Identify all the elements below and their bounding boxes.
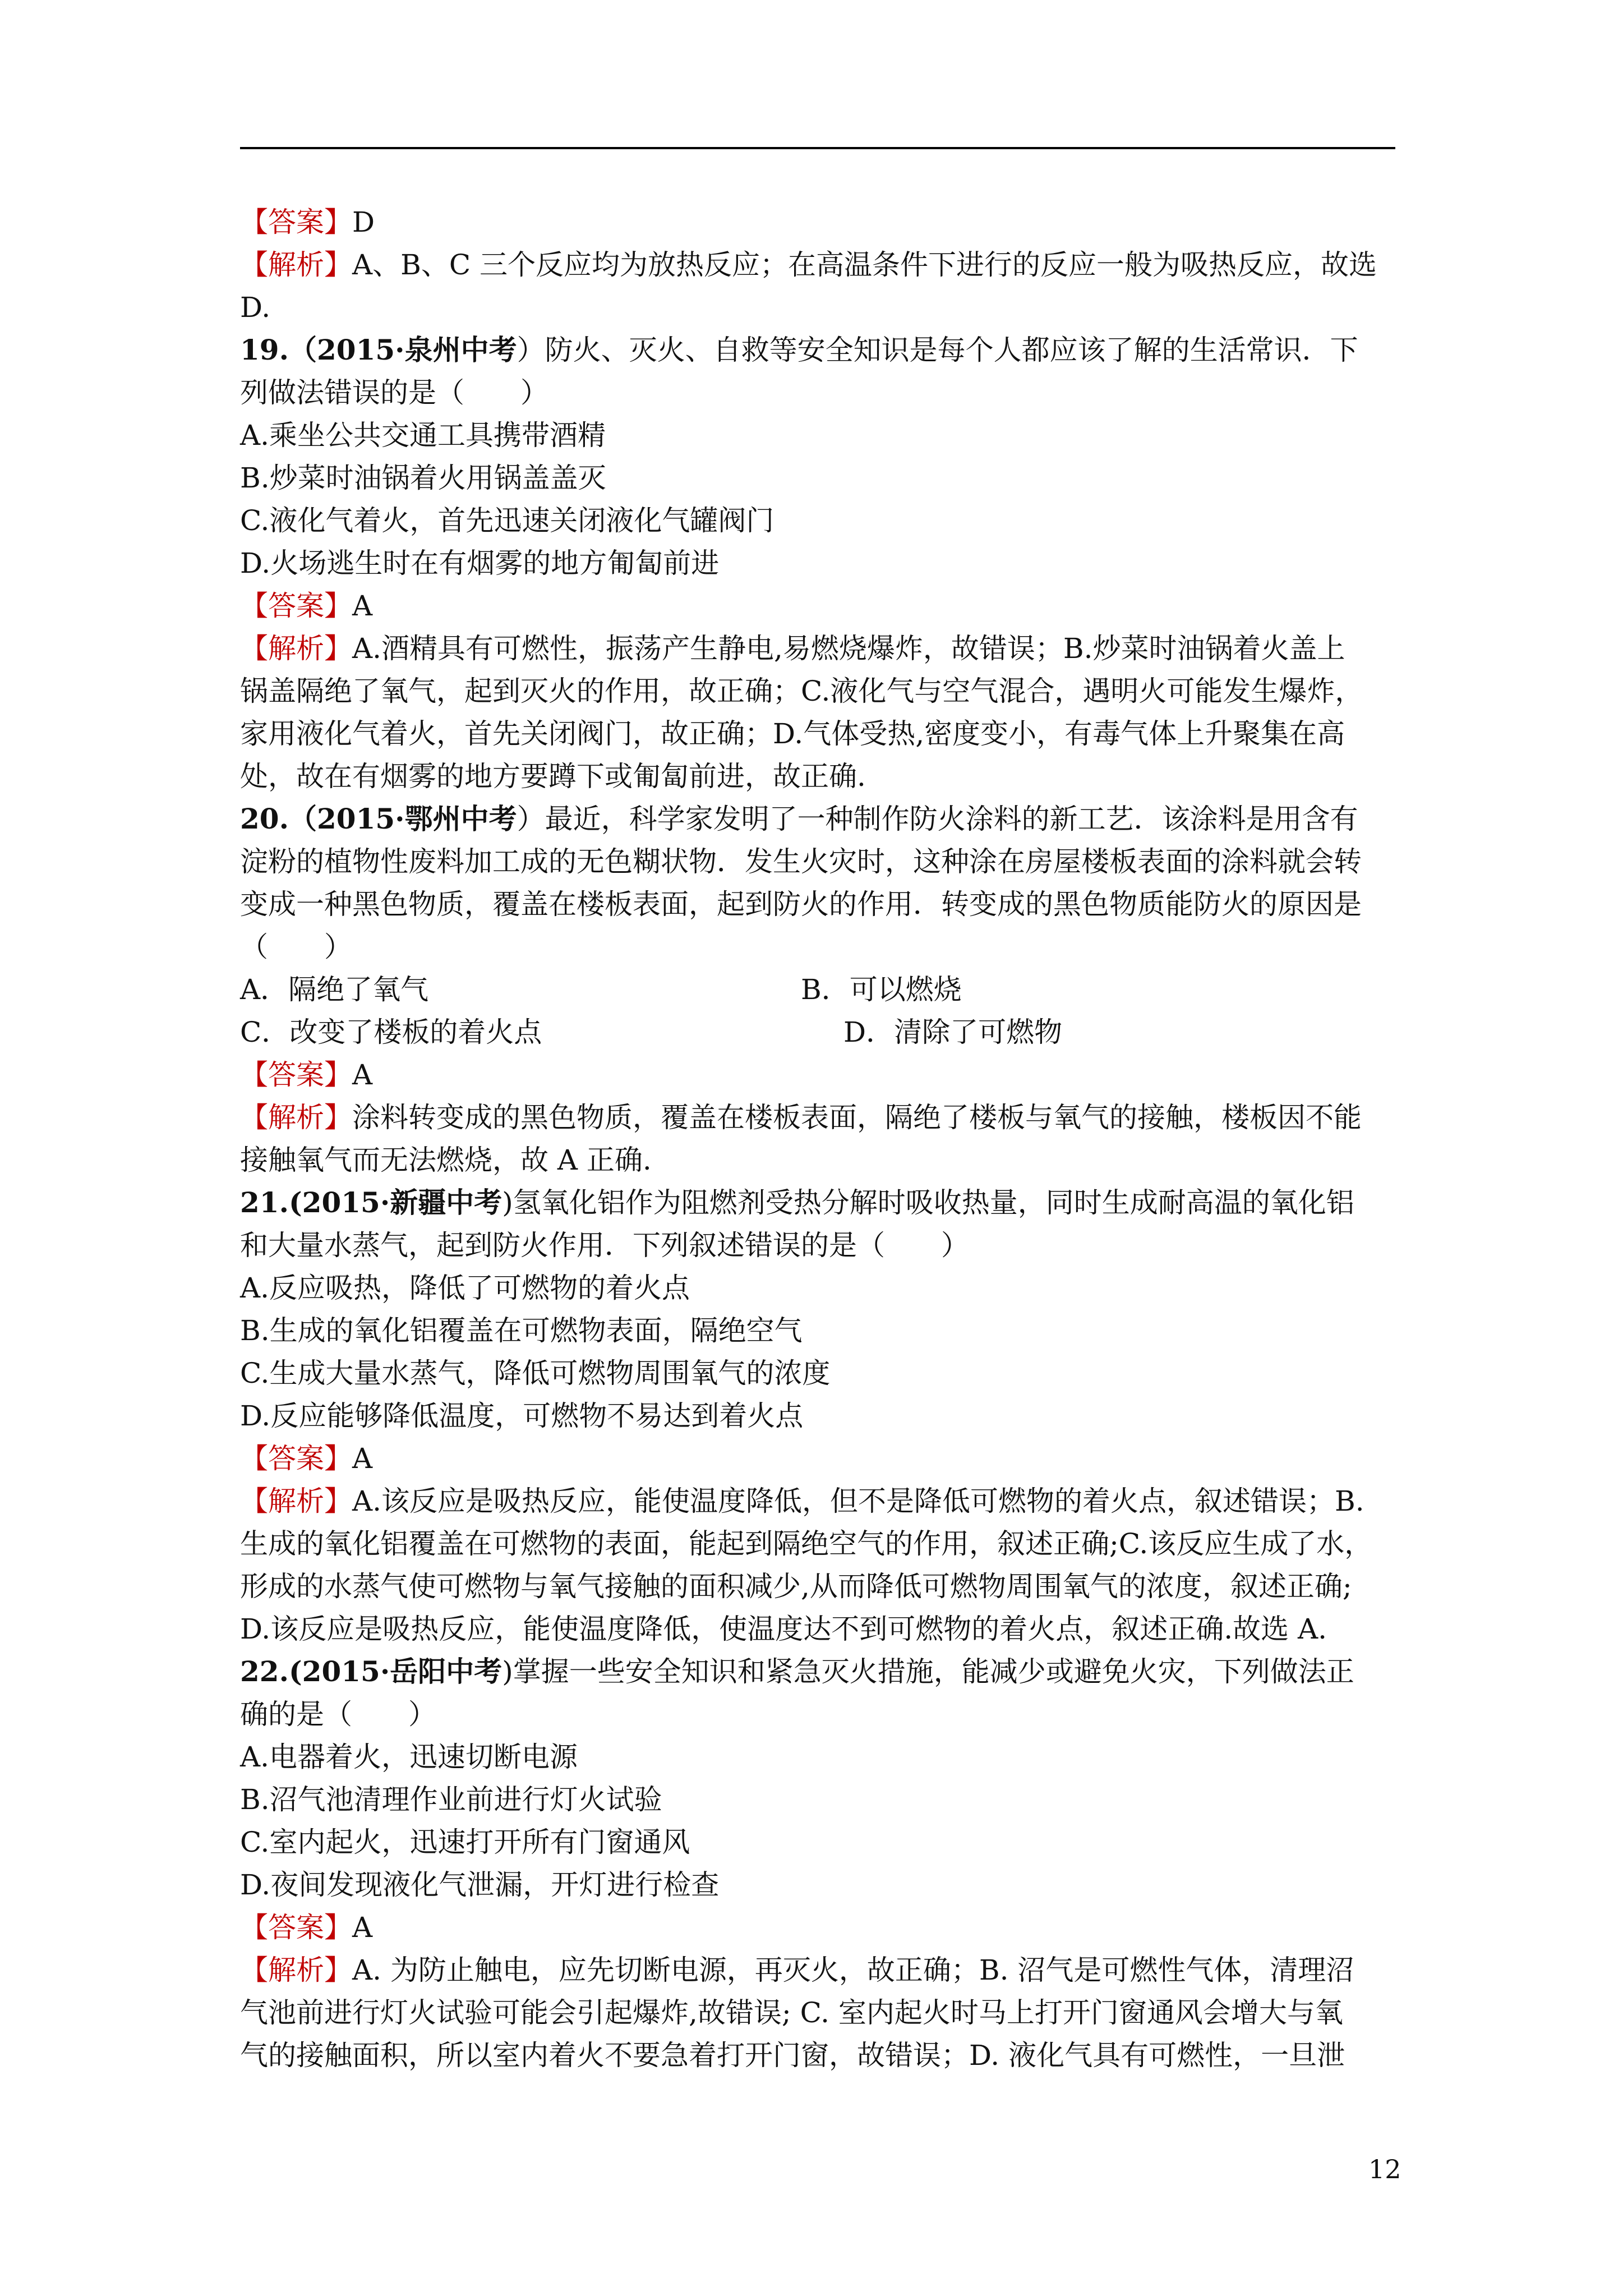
option-b: B.炒菜时油锅着火用锅盖盖灭 [240,462,606,494]
answer-label: 【答案】 [240,1911,352,1944]
analysis-line [240,1480,1395,1522]
option-a: A．隔绝了氧气 [240,973,429,1006]
question-number: 20.（ [240,802,317,835]
stem-line: 淀粉的植物性废料加工成的无色糊状物．发生火灾时，这种涂在房屋楼板表面的涂料就会转 [240,845,1362,878]
answer-line [240,1437,1395,1480]
question-number: 19.（ [240,333,317,366]
question-source: 2015·鄂州中考 [317,802,517,835]
answer-label: 【答案】 [240,1059,352,1091]
option-d: D.夜间发现液化气泄漏，开灯进行检查 [240,1869,720,1901]
analysis-label: 【解析】 [240,632,352,665]
option-b: B．可以燃烧 [801,973,962,1006]
analysis-text: 涂料转变成的黑色物质，覆盖在楼板表面，隔绝了楼板与氧气的接触，楼板因不能 [352,1101,1362,1134]
answer-value: A [352,1059,373,1091]
answer-value: A [352,1442,373,1475]
option-b: B.生成的氧化铝覆盖在可燃物表面，隔绝空气 [240,1314,803,1347]
question-21-stem [240,1181,1395,1224]
stem-line: 确的是（ ） [240,1698,436,1731]
options-row [240,968,1395,1011]
question-number: 22.( [240,1655,302,1688]
answer-label: 【答案】 [240,206,352,238]
answer-value: A [352,590,373,622]
analysis-line: 生成的氧化铝覆盖在可燃物的表面，能起到隔绝空气的作用，叙述正确;C.该反应生成了水， [240,1527,1373,1560]
option-a: A.电器着火，迅速切断电源 [240,1741,578,1773]
option-c: C.生成大量水蒸气，降低可燃物周围氧气的浓度 [240,1357,831,1389]
analysis-line: 锅盖隔绝了氧气，起到灭火的作用，故正确；C.液化气与空气混合，遇明火可能发生爆炸， [240,675,1363,707]
question-source: 2015·新疆中考 [302,1186,502,1219]
analysis-line: D. [240,291,271,324]
analysis-line: 气的接触面积，所以室内着火不要急着打开门窗，故错误；D. 液化气具有可燃性，一旦泄 [240,2039,1345,2072]
stem-text: ）防火、灭火、自救等安全知识是每个人都应该了解的生活常识．下 [517,334,1358,366]
analysis-line: D.该反应是吸热反应，能使温度降低，使温度达不到可燃物的着火点，叙述正确.故选 A. [240,1613,1327,1645]
question-22-stem [240,1650,1395,1693]
option-c: C.室内起火，迅速打开所有门窗通风 [240,1826,690,1858]
analysis-text: A.该反应是吸热反应，能使温度降低，但不是降低可燃物的着火点，叙述错误；B. [352,1485,1364,1517]
answer-line [240,201,1395,243]
analysis-label: 【解析】 [240,1485,352,1517]
stem-text: )氢氧化铝作为阻燃剂受热分解时吸收热量，同时生成耐高温的氧化铝 [502,1186,1354,1219]
analysis-line: 接触氧气而无法燃烧，故 A 正确. [240,1144,652,1176]
answer-line [240,1053,1395,1096]
question-19-stem [240,329,1395,371]
page-number: 12 [1368,2154,1401,2184]
option-a: A.反应吸热，降低了可燃物的着火点 [240,1272,690,1304]
stem-line: 和大量水蒸气，起到防火作用．下列叙述错误的是（ ） [240,1229,969,1262]
option-c: C．改变了楼板的着火点 [240,1016,542,1048]
option-b: B.沼气池清理作业前进行灯火试验 [240,1783,662,1816]
question-20-stem [240,798,1395,840]
answer-value: D [352,206,375,238]
analysis-line: 气池前进行灯火试验可能会引起爆炸,故错误; C. 室内起火时马上打开门窗通风会增大与氧 [240,1996,1343,2029]
analysis-label: 【解析】 [240,1101,352,1134]
option-d: D．清除了可燃物 [843,1016,1063,1048]
analysis-line [240,1949,1395,1991]
header-rule [240,147,1395,149]
page-content [240,201,1395,2077]
analysis-text: A.酒精具有可燃性，振荡产生静电,易燃烧爆炸，故错误；B.炒菜时油锅着火盖上 [352,632,1345,665]
analysis-label: 【解析】 [240,1954,352,1986]
analysis-label: 【解析】 [240,249,352,281]
options-row [240,1011,1395,1053]
answer-value: A [352,1911,373,1944]
option-a: A.乘坐公共交通工具携带酒精 [240,419,606,452]
analysis-line: 处，故在有烟雾的地方要蹲下或匍匐前进，故正确. [240,760,866,793]
option-c: C.液化气着火，首先迅速关闭液化气罐阀门 [240,504,774,537]
stem-text: ）最近，科学家发明了一种制作防火涂料的新工艺．该涂料是用含有 [517,803,1358,835]
stem-line: （ ） [240,931,352,963]
question-source: 2015·泉州中考 [317,333,517,366]
analysis-text: A. 为防止触电，应先切断电源，再灭火，故正确；B. 沼气是可燃性气体，清理沼 [352,1954,1354,1986]
question-source: 2015·岳阳中考 [302,1655,502,1688]
analysis-line [240,243,1395,286]
option-d: D.反应能够降低温度，可燃物不易达到着火点 [240,1400,804,1432]
stem-line: 变成一种黑色物质，覆盖在楼板表面，起到防火的作用．转变成的黑色物质能防火的原因是 [240,888,1362,921]
question-number: 21.( [240,1186,302,1219]
analysis-line [240,1096,1395,1139]
answer-label: 【答案】 [240,590,352,622]
option-d: D.火场逃生时在有烟雾的地方匍匐前进 [240,547,720,579]
answer-label: 【答案】 [240,1442,352,1475]
stem-line: 列做法错误的是（ ） [240,376,548,409]
analysis-line [240,627,1395,670]
analysis-line: 家用液化气着火，首先关闭阀门，故正确；D.气体受热,密度变小，有毒气体上升聚集在高 [240,717,1345,750]
analysis-line: 形成的水蒸气使可燃物与氧气接触的面积减少,从而降低可燃物周围氧气的浓度，叙述正确; [240,1570,1352,1603]
answer-line [240,585,1395,627]
stem-text: )掌握一些安全知识和紧急灭火措施，能减少或避免火灾，下列做法正 [502,1655,1354,1688]
analysis-text: A、B、C 三个反应均为放热反应；在高温条件下进行的反应一般为吸热反应，故选 [352,249,1377,281]
answer-line [240,1906,1395,1949]
